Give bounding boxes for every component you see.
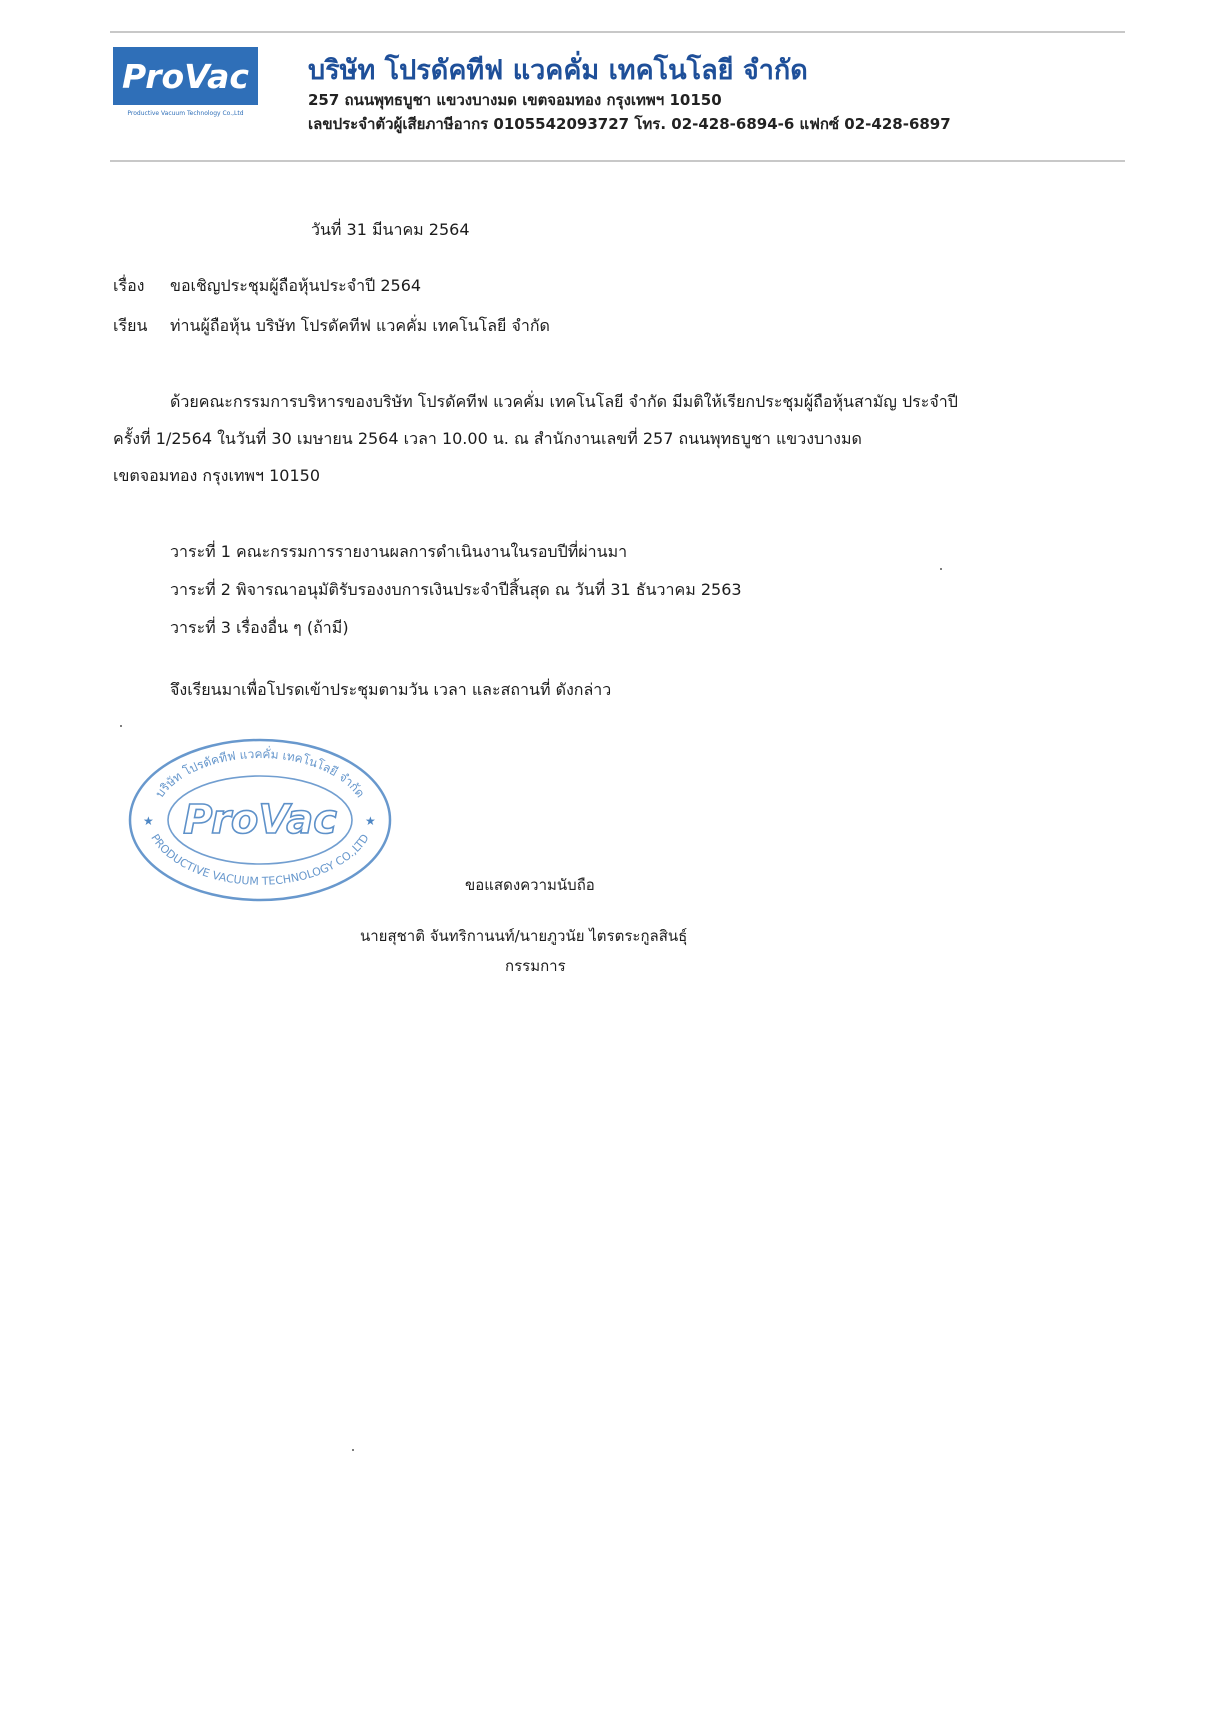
header-bottom-rule	[110, 160, 1125, 162]
recipient-label: เรียน	[113, 316, 148, 335]
svg-text:บริษัท โปรดัคทีฟ แวคคั่ม เทคโน	[153, 745, 368, 800]
scan-speck	[940, 568, 942, 570]
company-tax-line: เลขประจำตัวผู้เสียภาษีอากร 0105542093727 โทร. 02-428-6894-6 แฟกซ์ 02-428-6897	[308, 115, 951, 133]
company-name: บริษัท โปรดัคทีฟ แวคคั่ม เทคโนโลยี จำกัด	[308, 55, 808, 86]
subject-label: เรื่อง	[113, 276, 145, 295]
letter-date: วันที่ 31 มีนาคม 2564	[311, 220, 470, 239]
stamp-top-arc: บริษัท โปรดัคทีฟ แวคคั่ม เทคโนโลยี จำกัด	[152, 746, 368, 801]
agenda-item-2: วาระที่ 2 พิจารณาอนุมัติรับรองงบการเงินประจำปีสิ้นสุด ณ วันที่ 31 ธันวาคม 2563	[170, 580, 742, 599]
signatory-position: กรรมการ	[505, 957, 566, 975]
body-line-2: ครั้งที่ 1/2564 ในวันที่ 30 เมษายน 2564 เวลา 10.00 น. ณ สำนักงานเลขที่ 257 ถนนพุทธบูชา แขวงบางมด	[113, 429, 862, 448]
stamp-center-text: ProVac	[183, 797, 337, 843]
signatories-text: นายสุชาติ จันทริกานนท์/นายภูวนัย ไตรตระกูลสินธุ์	[360, 927, 688, 945]
scan-speck	[120, 725, 122, 727]
company-address: 257 ถนนพุทธบูชา แขวงบางมด เขตจอมทอง กรุงเทพฯ 10150	[308, 91, 722, 109]
subject-text: ขอเชิญประชุมผู้ถือหุ้นประจำปี 2564	[170, 276, 422, 295]
stamp-bottom-arc: PRODUCTIVE VACUUM TECHNOLOGY CO.,LTD	[148, 831, 372, 888]
logo-tagline: Productive Vacuum Technology Co.,Ltd	[127, 110, 244, 117]
scan-speck	[352, 1449, 354, 1451]
agenda-item-1: วาระที่ 1 คณะกรรมการรายงานผลการดำเนินงานในรอบปีที่ผ่านมา	[170, 542, 628, 561]
header-top-rule	[110, 31, 1125, 33]
closing-text: จึงเรียนมาเพื่อโปรดเข้าประชุมตามวัน เวลา และสถานที่ ดังกล่าว	[170, 680, 612, 699]
company-logo	[113, 47, 258, 105]
stamp-star-icon: ★	[143, 814, 154, 828]
agenda-item-3: วาระที่ 3 เรื่องอื่น ๆ (ถ้ามี)	[170, 618, 349, 637]
recipient-text: ท่านผู้ถือหุ้น บริษัท โปรดัคทีฟ แวคคั่ม เทคโนโลยี จำกัด	[170, 316, 550, 335]
stamp-star-icon: ★	[365, 814, 376, 828]
regards-text: ขอแสดงความนับถือ	[465, 876, 595, 894]
body-line-1: ด้วยคณะกรรมการบริหารของบริษัท โปรดัคทีฟ แวคคั่ม เทคโนโลยี จำกัด มีมติให้เรียกประชุมผู้ถือหุ้นสามัญ ประจำปี	[170, 392, 958, 411]
company-stamp	[125, 735, 395, 905]
logo-text: ProVac	[122, 56, 249, 96]
body-line-3: เขตจอมทอง กรุงเทพฯ 10150	[113, 466, 321, 485]
